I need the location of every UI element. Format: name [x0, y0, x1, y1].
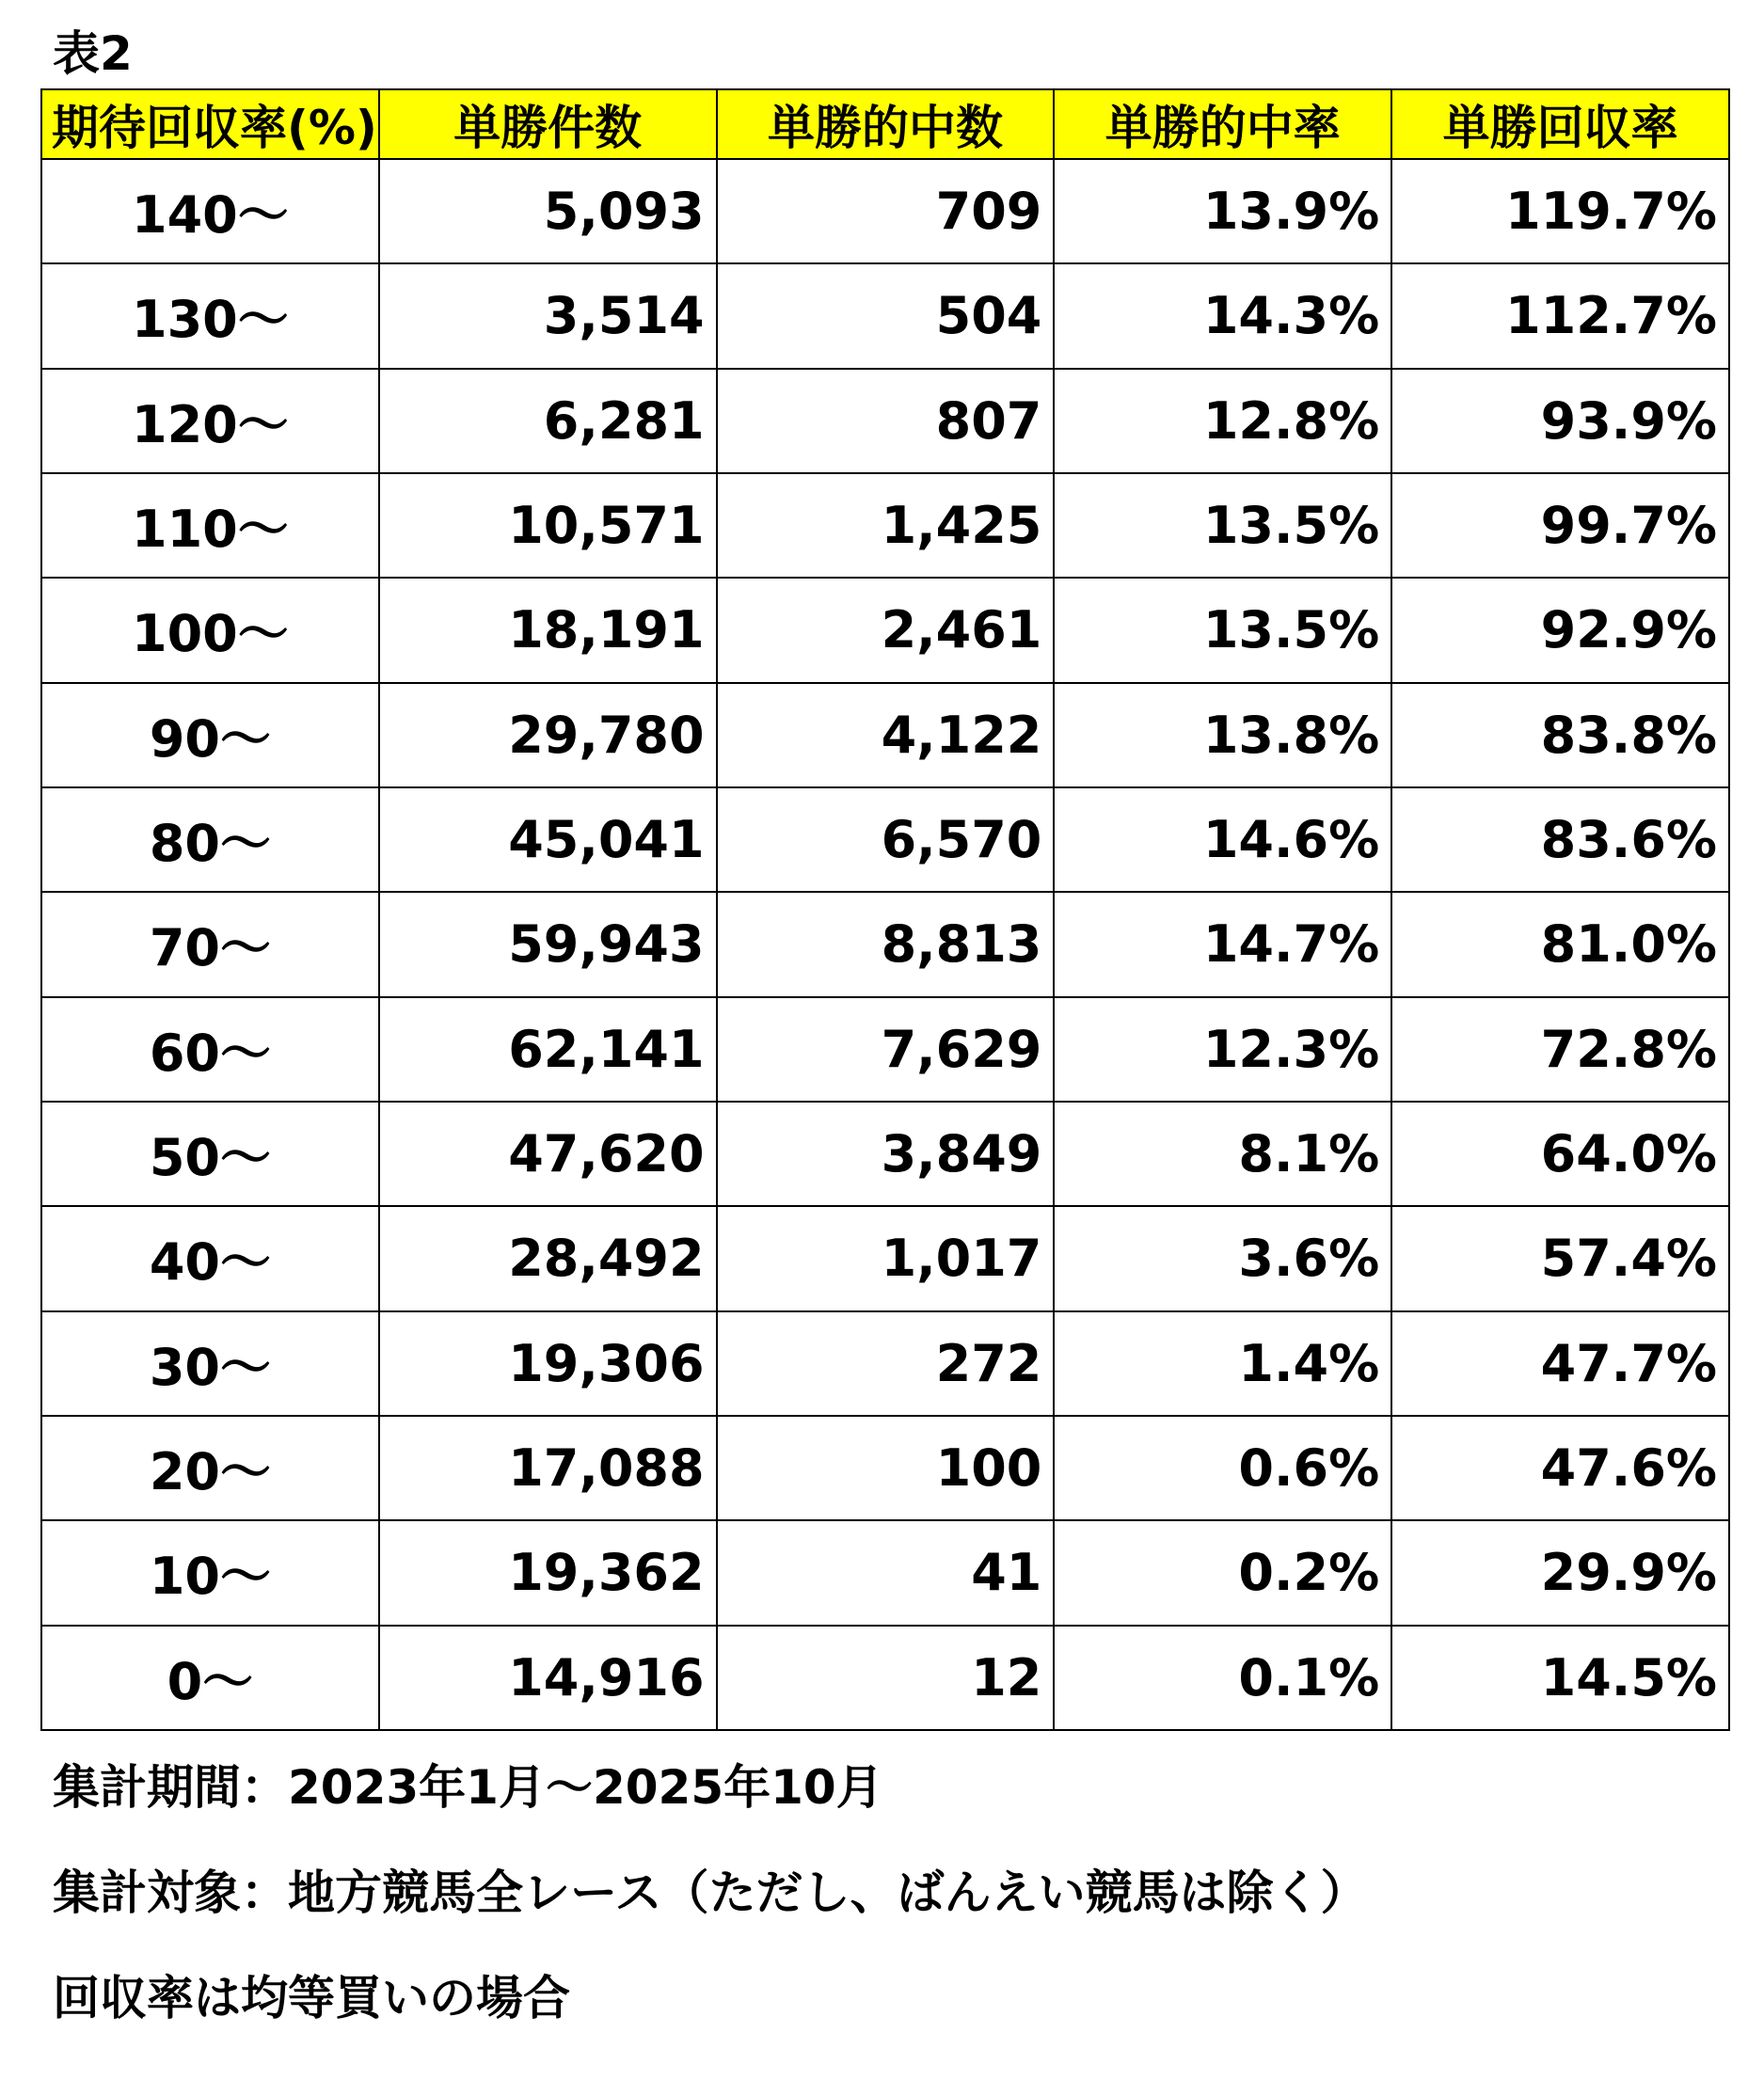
cell-win-hit-rate: 12.8% [1054, 369, 1391, 473]
cell-expected-return: 10～ [41, 1520, 379, 1625]
cell-win-hit-count: 3,849 [717, 1102, 1055, 1206]
cell-win-bet-count: 6,281 [379, 369, 717, 473]
cell-win-bet-count: 18,191 [379, 578, 717, 682]
cell-win-bet-count: 19,362 [379, 1520, 717, 1625]
cell-win-hit-count: 709 [717, 159, 1055, 263]
cell-win-hit-count: 100 [717, 1416, 1055, 1520]
cell-win-return-rate: 29.9% [1391, 1520, 1729, 1625]
cell-win-bet-count: 5,093 [379, 159, 717, 263]
cell-win-return-rate: 47.6% [1391, 1416, 1729, 1520]
data-table [40, 88, 1730, 1731]
cell-expected-return: 30～ [41, 1311, 379, 1416]
cell-win-bet-count: 28,492 [379, 1206, 717, 1310]
header-win-bet-count: 単勝件数 [379, 89, 717, 159]
note-period: 集計期間：2023年1月～2025年10月 [53, 1760, 883, 1815]
cell-expected-return: 60～ [41, 997, 379, 1102]
table-row [41, 997, 1729, 1102]
cell-win-bet-count: 47,620 [379, 1102, 717, 1206]
table-caption: 表2 [53, 26, 133, 81]
cell-win-hit-rate: 13.8% [1054, 683, 1391, 787]
cell-win-hit-rate: 12.3% [1054, 997, 1391, 1102]
cell-win-hit-rate: 13.9% [1054, 159, 1391, 263]
table-row [41, 159, 1729, 263]
cell-win-hit-count: 12 [717, 1626, 1055, 1730]
cell-expected-return: 90～ [41, 683, 379, 787]
cell-win-hit-rate: 13.5% [1054, 578, 1391, 682]
table-header-row [41, 89, 1729, 159]
notes [53, 1760, 1368, 2080]
cell-expected-return: 110～ [41, 473, 379, 578]
cell-win-return-rate: 92.9% [1391, 578, 1729, 682]
cell-win-bet-count: 19,306 [379, 1311, 717, 1416]
cell-expected-return: 120～ [41, 369, 379, 473]
cell-expected-return: 20～ [41, 1416, 379, 1520]
table-row [41, 683, 1729, 787]
cell-win-return-rate: 57.4% [1391, 1206, 1729, 1310]
cell-win-hit-rate: 8.1% [1054, 1102, 1391, 1206]
header-win-return-rate: 単勝回収率 [1391, 89, 1729, 159]
cell-expected-return: 130～ [41, 263, 379, 368]
cell-win-return-rate: 64.0% [1391, 1102, 1729, 1206]
cell-win-return-rate: 14.5% [1391, 1626, 1729, 1730]
cell-win-return-rate: 119.7% [1391, 159, 1729, 263]
cell-win-return-rate: 83.8% [1391, 683, 1729, 787]
cell-win-hit-rate: 14.6% [1054, 787, 1391, 892]
cell-win-bet-count: 45,041 [379, 787, 717, 892]
cell-win-hit-count: 8,813 [717, 892, 1055, 996]
cell-win-bet-count: 59,943 [379, 892, 717, 996]
cell-win-hit-count: 2,461 [717, 578, 1055, 682]
cell-expected-return: 40～ [41, 1206, 379, 1310]
cell-expected-return: 0～ [41, 1626, 379, 1730]
cell-expected-return: 50～ [41, 1102, 379, 1206]
cell-win-hit-count: 1,425 [717, 473, 1055, 578]
cell-expected-return: 140～ [41, 159, 379, 263]
table-row [41, 1626, 1729, 1730]
header-win-hit-rate: 単勝的中率 [1054, 89, 1391, 159]
cell-win-hit-rate: 0.2% [1054, 1520, 1391, 1625]
cell-win-hit-rate: 13.5% [1054, 473, 1391, 578]
table-row [41, 1311, 1729, 1416]
cell-win-return-rate: 112.7% [1391, 263, 1729, 368]
cell-win-return-rate: 93.9% [1391, 369, 1729, 473]
note-return-basis: 回収率は均等買いの場合 [53, 1971, 570, 2025]
table-row [41, 473, 1729, 578]
cell-win-hit-rate: 0.1% [1054, 1626, 1391, 1730]
table-row [41, 1416, 1729, 1520]
header-expected-return: 期待回収率(%) [41, 89, 379, 159]
cell-win-hit-rate: 14.7% [1054, 892, 1391, 996]
table-row [41, 892, 1729, 996]
cell-expected-return: 100～ [41, 578, 379, 682]
cell-win-return-rate: 47.7% [1391, 1311, 1729, 1416]
table-body [41, 159, 1729, 1730]
cell-win-bet-count: 14,916 [379, 1626, 717, 1730]
cell-win-hit-count: 41 [717, 1520, 1055, 1625]
table-row [41, 1520, 1729, 1625]
cell-win-bet-count: 62,141 [379, 997, 717, 1102]
table-row [41, 369, 1729, 473]
cell-win-hit-count: 1,017 [717, 1206, 1055, 1310]
header-win-hit-count: 単勝的中数 [717, 89, 1055, 159]
cell-win-hit-count: 6,570 [717, 787, 1055, 892]
cell-win-bet-count: 3,514 [379, 263, 717, 368]
cell-win-bet-count: 29,780 [379, 683, 717, 787]
cell-expected-return: 70～ [41, 892, 379, 996]
cell-win-bet-count: 17,088 [379, 1416, 717, 1520]
note-target: 集計対象：地方競馬全レース（ただし、ばんえい競馬は除く） [53, 1866, 1368, 1920]
table-row [41, 578, 1729, 682]
cell-win-bet-count: 10,571 [379, 473, 717, 578]
cell-win-return-rate: 83.6% [1391, 787, 1729, 892]
table-row [41, 1102, 1729, 1206]
cell-win-return-rate: 81.0% [1391, 892, 1729, 996]
cell-win-hit-count: 504 [717, 263, 1055, 368]
cell-win-hit-count: 272 [717, 1311, 1055, 1416]
cell-win-hit-rate: 14.3% [1054, 263, 1391, 368]
cell-expected-return: 80～ [41, 787, 379, 892]
table-row [41, 787, 1729, 892]
cell-win-return-rate: 99.7% [1391, 473, 1729, 578]
table-row [41, 263, 1729, 368]
cell-win-hit-count: 4,122 [717, 683, 1055, 787]
cell-win-return-rate: 72.8% [1391, 997, 1729, 1102]
cell-win-hit-rate: 1.4% [1054, 1311, 1391, 1416]
cell-win-hit-count: 7,629 [717, 997, 1055, 1102]
cell-win-hit-rate: 3.6% [1054, 1206, 1391, 1310]
cell-win-hit-rate: 0.6% [1054, 1416, 1391, 1520]
table-row [41, 1206, 1729, 1310]
cell-win-hit-count: 807 [717, 369, 1055, 473]
